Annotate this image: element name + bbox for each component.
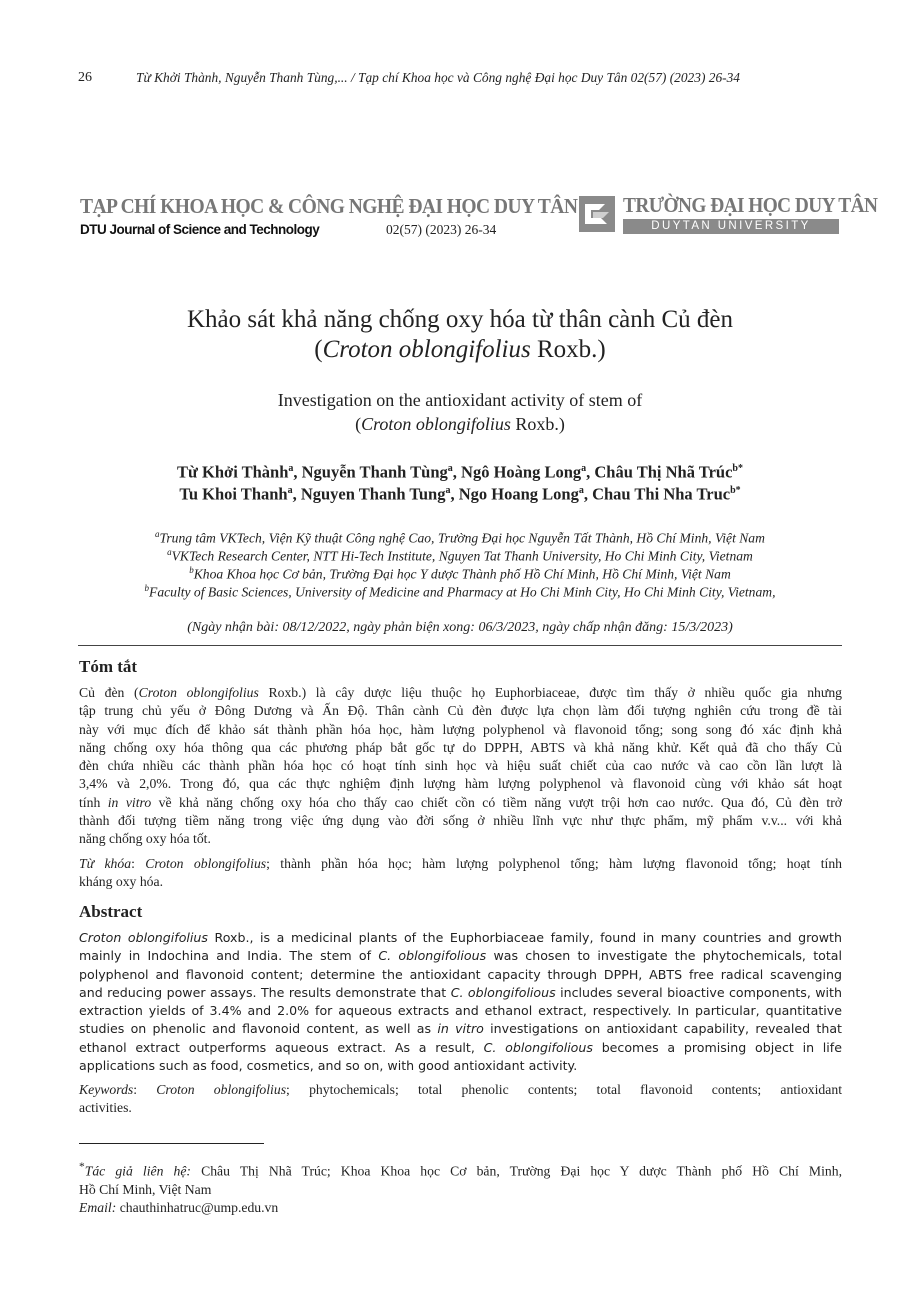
authors-en: Tu Khoi Thanh$^a$, Nguyen Thanh Tung$^a$, Ngo Hoang Long$^a$, Chau Thi Nha Truc$^{b*}$ [179,484,741,504]
abstract-line: Croton oblongifolius Roxb., is a medicinal plants of the Euphorbiaceae family, found in many countries and growth [79,930,842,945]
journal-issue: 02(57) (2023) 26-34 [386,222,497,237]
abstract-line: mainly in Indochina and India. The stem of C. oblongifolious was chosen to investigate the phytochemicals, total [79,948,842,964]
footnote-divider [79,1143,264,1144]
divider [78,645,842,646]
corresponding-email: Email: chauthinhatruc@ump.edu.vn [79,1200,279,1216]
author-name: Từ Khởi Thành [177,462,289,482]
university-name-vi: TRƯỜNG ĐẠI HỌC DUY TÂN [623,193,878,217]
university-name-en: DUYTAN UNIVERSITY [651,220,811,232]
author-name: Tu Khoi Thanh [179,484,288,504]
title-vi-line2: (Croton oblongifolius Roxb.) [314,336,606,363]
author-name: Châu Thị Nhã Trúc [594,462,733,482]
abstract-line: 3,4% và 2,0%. Trong đó, qua các thực nghiệm định lượng hàm lượng polyphenol và flavonoid cùng với khảo sát hoạt [79,776,842,792]
duy-tan-logo-icon [579,196,615,232]
abstract-line: ethanol extract outperforms aqueous extract. As a result, C. oblongifolious becomes a promising object in life [79,1039,842,1055]
submission-dates: (Ngày nhận bài: 08/12/2022, ngày phản biện xong: 06/3/2023, ngày chấp nhận đăng: 15/3/2023) [187,620,733,635]
corresponding-author-footnote: *Tác giả liên hệ: Châu Thị Nhã Trúc; Khoa Khoa học Cơ bản, Trường Đại học Y dược Thành phố Hồ Chí Minh, Hồ Chí Minh, Việt Nam Email: chauthinhatruc@ump.edu.vn [79,1158,842,1217]
keywords-line: Keywords: Croton oblongifolius; phytochemicals; total phenolic contents; total flavonoid contents; antioxidant [79,1082,842,1097]
author-name: Nguyen Thanh Tung [300,484,446,504]
running-citation: Từ Khởi Thành, Nguyễn Thanh Tùng,... / Tạp chí Khoa học và Công nghệ Đại học Duy Tân 02(57) (2023) 26-34 [136,70,740,85]
abstract-line: đèn chứa nhiều các thành phần hóa học có hoạt tính sinh học và hiệu suất chiết của cao nước và cao cồn lần lượt là [79,758,842,774]
title-en-line1: Investigation on the antioxidant activity of stem of [277,390,643,410]
abstract-line: polyphenol and flavonoid content; determine the antioxidant capacity through DPPH, ABTS free radical scavenging [79,966,842,982]
abstract-line: năng chống oxy hóa tốt. [79,831,211,847]
abstract-line: tính in vitro về khả năng chống oxy hóa cho thấy cao chiết cồn có tiềm năng vượt trội hơn cao nước. Qua đó, Củ đèn trở [79,794,843,810]
affiliation: $^a$VKTech Research Center, NTT Hi-Tech Institute, Nguyen Tat Thanh University, Ho Chi Minh City, Vietnam [167,547,753,564]
page-number: 26 [78,70,92,85]
keywords-line: kháng oxy hóa. [79,874,164,890]
author-name: Nguyễn Thanh Tùng [301,462,448,482]
affiliation: $^a$Trung tâm VKTech, Viện Kỹ thuật Công nghệ Cao, Trường Đại học Nguyễn Tất Thành, Hồ Chí Minh, Việt Nam [155,529,765,546]
abstract-en-heading: Abstract [79,902,143,921]
abstract-line: applications such as food, cosmetics, and so on, with good antioxidant activity. [79,1058,578,1074]
abstract-en-body [79,929,842,1075]
abstract-line: thành đối tượng tiềm năng trong việc ứng dụng vào đời sống ở nhiều lĩnh vực như thực phẩm, mỹ phẩm v.v... với khả [79,813,842,829]
author-name: Chau Thi Nha Truc [592,484,731,504]
keywords-line: Từ khóa: Croton oblongifolius; thành phần hóa học; hàm lượng polyphenol tổng; hàm lượng flavonoid tổng; hoạt tính [79,856,843,871]
abstract-vi-heading: Tóm tắt [79,657,138,676]
affiliation: $^b$Khoa Khoa học Cơ bản, Trường Đại học Y dược Thành phố Hồ Chí Minh, Hồ Chí Minh, Việt Nam [189,565,731,582]
abstract-line: Củ đèn (Croton oblongifolius Roxb.) là cây dược liệu thuộc họ Euphorbiaceae, được tìm thấy ở nhiều quốc gia nhưng [79,685,843,700]
abstract-line: tập trung chủ yếu ở Đông Dương và Ấn Độ. Thân cành Củ đèn được lựa chọn làm đối tượng nghiên cứu trong đề tài [79,703,842,719]
author-name: Ngô Hoàng Long [461,462,582,482]
abstract-line: này với mục đích để khảo sát thành phần hóa học, hàm lượng polyphenol và flavonoid tổng; song song đó xác định khả [79,721,842,737]
abstract-line: and reducing power assays. The results demonstrate that C. oblongifolious includes several bioactive components, with [79,984,842,1000]
authors-vi: Từ Khởi Thành$^a$, Nguyễn Thanh Tùng$^a$, Ngô Hoàng Long$^a$, Châu Thị Nhã Trúc$^{b*}$ [177,462,743,482]
keywords-vi [79,855,842,892]
title-vi-line1: Khảo sát khả năng chống oxy hóa từ thân cành Củ đèn [186,306,734,333]
keywords-line: activities. [79,1100,132,1116]
title-en-line2: (Croton oblongifolius Roxb.) [355,414,565,434]
journal-name-en: DTU Journal of Science and Technology [80,222,320,237]
journal-name-vi: TẠP CHÍ KHOA HỌC & CÔNG NGHỆ ĐẠI HỌC DUY TÂN [80,194,578,218]
keywords-en [79,1081,842,1118]
abstract-line: extraction yields of 3.4% and 2.0% for aqueous extracts and ethanol extract, respectively. In particular, quantitative [79,1003,842,1019]
author-name: Ngo Hoang Long [458,484,579,504]
abstract-vi-body [79,684,842,849]
abstract-line: studies on phenolic and flavonoid content, as well as in vitro investigations on antioxidant capability, revealed that [79,1021,842,1037]
abstract-line: năng chống oxy hóa thông qua các phương pháp bắt gốc tự do DPPH, ABTS và khả năng khử. Kết quả đã cho thấy Củ [79,739,842,755]
affiliation: $^b$Faculty of Basic Sciences, University of Medicine and Pharmacy at Ho Chi Minh City, Ho Chi Minh City, Vietnam, [144,583,776,600]
